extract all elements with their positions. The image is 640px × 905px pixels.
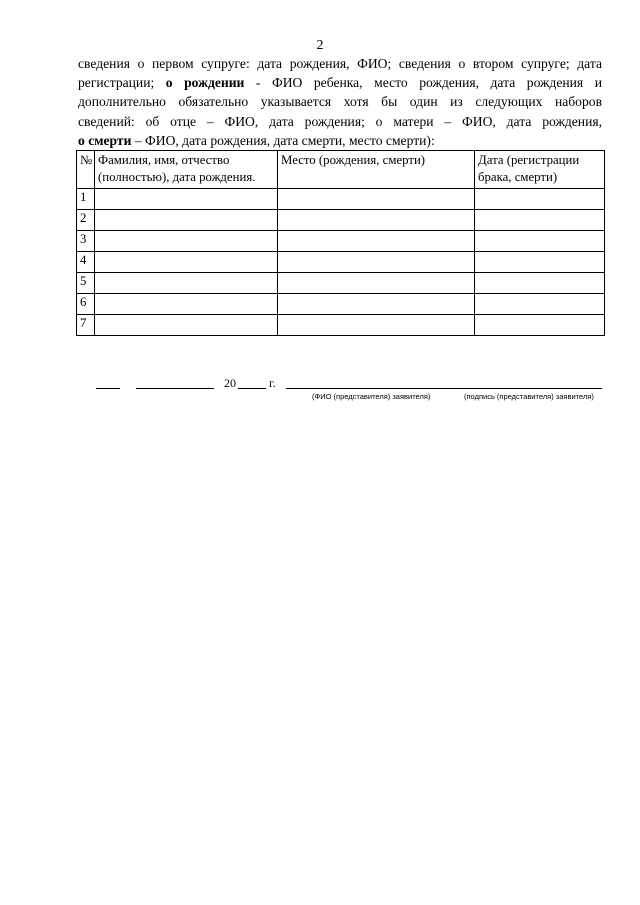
row-number-cell: 1: [77, 189, 95, 210]
year-prefix: 20: [224, 376, 236, 390]
table-row: [77, 294, 605, 315]
caption-signature: (подпись (представителя) заявителя): [464, 392, 594, 401]
intro-line-1: сведения о первом супруге: дата рождения, ФИО; сведения о втором супруге; дата: [78, 56, 602, 71]
row-name-cell[interactable]: [95, 189, 278, 210]
row-name-cell[interactable]: [95, 210, 278, 231]
month-blank[interactable]: [136, 376, 214, 389]
table-row: [77, 315, 605, 336]
signature-line: [96, 376, 602, 390]
row-date-cell[interactable]: [475, 252, 605, 273]
table-row: [77, 231, 605, 252]
intro-birth-heading: о рождении: [165, 75, 245, 91]
table-row: [77, 252, 605, 273]
header-place: Место (рождения, смерти): [278, 151, 475, 189]
row-name-cell[interactable]: [95, 231, 278, 252]
row-number-cell: 6: [77, 294, 95, 315]
caption-fio: (ФИО (представителя) заявителя): [312, 392, 431, 401]
intro-text: – ФИО, дата рождения, дата смерти, место смерти):: [131, 132, 435, 148]
row-place-cell[interactable]: [278, 189, 475, 210]
intro-text: - ФИО ребенка, место рождения, дата рождения и: [244, 75, 602, 91]
row-place-cell[interactable]: [278, 273, 475, 294]
intro-line-2: [78, 73, 602, 92]
intro-death-heading: о смерти: [78, 132, 132, 148]
header-date: Дата (регистрации брака, смерти): [475, 151, 605, 189]
intro-line-3: дополнительно обязательно указывается хотя бы один из следующих наборов: [78, 94, 602, 110]
table-row: [77, 210, 605, 231]
header-full-name: Фамилия, имя, отчество (полностью), дата рождения.: [95, 151, 278, 189]
intro-text: регистрации;: [78, 75, 166, 91]
row-date-cell[interactable]: [475, 231, 605, 252]
table-header-row: [77, 151, 605, 189]
records-table: [76, 150, 605, 336]
row-date-cell[interactable]: [475, 189, 605, 210]
row-date-cell[interactable]: [475, 210, 605, 231]
row-date-cell[interactable]: [475, 315, 605, 336]
row-place-cell[interactable]: [278, 210, 475, 231]
page-number: 2: [316, 38, 324, 53]
row-number-cell: 4: [77, 252, 95, 273]
table-row: [77, 273, 605, 294]
row-date-cell[interactable]: [475, 294, 605, 315]
year-suffix: г.: [269, 376, 276, 390]
row-number-cell: 3: [77, 231, 95, 252]
row-name-cell[interactable]: [95, 294, 278, 315]
fio-signature-blank[interactable]: [286, 376, 602, 389]
header-number: №: [77, 151, 95, 189]
row-place-cell[interactable]: [278, 252, 475, 273]
row-number-cell: 2: [77, 210, 95, 231]
row-name-cell[interactable]: [95, 252, 278, 273]
row-name-cell[interactable]: [95, 315, 278, 336]
intro-line-5: [78, 131, 602, 150]
row-place-cell[interactable]: [278, 231, 475, 252]
row-date-cell[interactable]: [475, 273, 605, 294]
day-blank[interactable]: [96, 376, 120, 389]
row-number-cell: 5: [77, 273, 95, 294]
row-place-cell[interactable]: [278, 294, 475, 315]
row-place-cell[interactable]: [278, 315, 475, 336]
intro-line-4: сведений: об отце – ФИО, дата рождения; о матери – ФИО, дата рождения,: [78, 113, 602, 129]
row-name-cell[interactable]: [95, 273, 278, 294]
table-row: [77, 189, 605, 210]
intro-paragraph: [78, 54, 602, 150]
year-blank[interactable]: [238, 376, 266, 389]
row-number-cell: 7: [77, 315, 95, 336]
